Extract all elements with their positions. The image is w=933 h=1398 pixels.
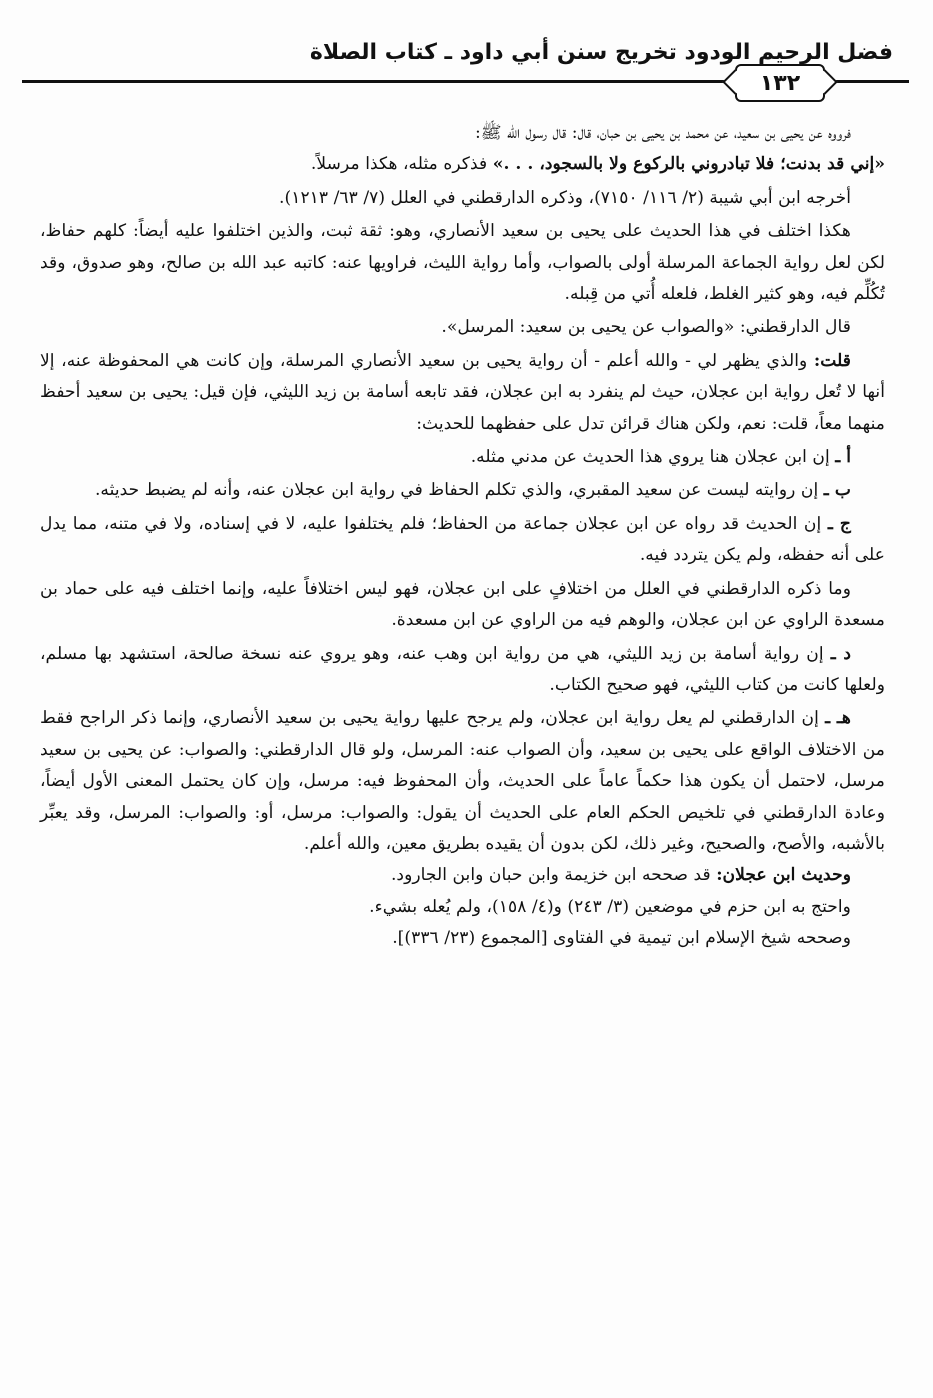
list-item (40, 509, 885, 572)
paragraph (40, 216, 885, 310)
paragraph-text: هكذا اختلف في هذا الحديث على يحيى بن سعيد الأنصاري، وهو: ثقة ثبت، والذين اختلفوا عليه أيضاً: كلهم حفاظ، لكن لعل رواية الجماعة المرسلة أولى بالصواب، وأما رواية الليث، فراويها عنه: كاتبه عبد الله بن صالح، وهو صدوق، وقد تُكُلِّم فيه، وهو كثير الغلط، فلعله أُتي من قِبله. (40, 221, 885, 305)
paragraph-text: وصححه شيخ الإسلام ابن تيمية في الفتاوى [المجموع (٢٣/ ٣٣٦)]. (392, 928, 851, 949)
paragraph-text: إن الدارقطني لم يعل رواية ابن عجلان، ولم يرجح عليها رواية يحيى بن سعيد الأنصاري، وإنما ذكر الراجح فقط من الاختلاف الواقع على يحيى بن سعيد، وأن الصواب عنه: المرسل، ولو قال الدارقطني: والصواب: عن يحيى بن سعيد مرسل، لاحتمل أن يكون هذا حكماً عاماً على الحديث، وأن المحفوظ فيه: مرسل، وإن كان يحتمل المعنى الأول أيضاً، وعادة الدارقطني في تلخيص الحكم العام على الحديث أن يقول: والصواب: مرسل، أو: والصواب: المرسل، وقد يعبِّر بالأشبه، والأصح، والصحيح، وغير ذلك، لكن بدون أن يقيده بطريق معين، والله أعلم. (40, 708, 885, 854)
list-marker: ب ـ (823, 480, 851, 501)
hadith-quote: «إني قد بدنت؛ فلا تبادروني بالركوع ولا بالسجود، . . .» (492, 154, 885, 175)
paragraph (40, 892, 885, 923)
paragraph-lead: قلت: (813, 350, 851, 371)
paragraph (40, 149, 885, 180)
list-marker: د ـ (830, 643, 851, 664)
page-number: ١٣٢ (759, 70, 801, 96)
list-marker: هـ ـ (825, 708, 851, 729)
paragraph-text: إن ابن عجلان هنا يروي هذا الحديث عن مدني مثله. (470, 447, 836, 468)
list-item (40, 639, 885, 702)
paragraph-text: قد صححه ابن خزيمة وابن حبان وابن الجارود. (390, 865, 717, 886)
paragraph-text: فذكره مثله، هكذا مرسلاً. (310, 154, 493, 175)
paragraph (40, 183, 885, 214)
list-item (40, 442, 885, 473)
paragraph-text: فرووه عن يحيى بن سعيد، عن محمد بن يحيى بن حبان، قال: قال رسول الله ﷺ: (475, 123, 851, 143)
paragraph-lead: وحديث ابن عجلان: (716, 865, 851, 886)
paragraph (40, 118, 885, 149)
paragraph-text: أخرجه ابن أبي شيبة (٢/ ١١٦/ ٧١٥٠)، وذكره الدارقطني في العلل (٧/ ٦٣/ ١٢١٣). (279, 187, 851, 208)
paragraph-text: قال الدارقطني: «والصواب عن يحيى بن سعيد: المرسل». (441, 317, 851, 338)
list-item (40, 475, 885, 506)
paragraph-text: إن روايته ليست عن سعيد المقبري، والذي تكلم الحفاظ في رواية ابن عجلان عنه، وأنه لم يضبط حديثه. (94, 480, 824, 501)
list-marker: أ ـ (835, 447, 851, 468)
header-title: فضل الرحيم الودود تخريج سنن أبي داود ـ كتاب الصلاة (309, 39, 893, 65)
paragraph-text: وما ذكره الدارقطني في العلل من اختلافٍ على ابن عجلان، فهو ليس اختلافاً عليه، وإنما اختلف فيه على حماد بن مسعدة الراوي عن ابن عجلان، والوهم فيه من الراوي عن ابن مسعدة. (40, 578, 885, 631)
main-text (40, 118, 885, 1378)
list-marker: ج ـ (827, 513, 851, 534)
paragraph (40, 312, 885, 343)
page-number-badge (735, 64, 825, 102)
list-item (40, 703, 885, 860)
paragraph-text: واحتج به ابن حزم في موضعين (٣/ ٢٤٣) و(٤/ ١٥٨)، ولم يُعله بشيء. (369, 896, 851, 917)
paragraph (40, 574, 885, 637)
paragraph (40, 860, 885, 891)
paragraph (40, 923, 885, 954)
paragraph-text: إن رواية أسامة بن زيد الليثي، هي من رواية ابن وهب عنه، وهو يروي عنه نسخة صالحة، استشهد بها مسلم، ولعلها كانت من كتاب الليثي، فهو صحيح الكتاب. (40, 643, 885, 695)
paragraph (40, 346, 885, 440)
paragraph-text: والذي يظهر لي - والله أعلم - أن رواية يحيى بن سعيد الأنصاري المرسلة، وإن كانت هي المحفوظة عنه، إلا أنها لا تُعل رواية ابن عجلان، حيث لم ينفرد به ابن عجلان، فقد تابعه أسامة بن زيد الليثي، فإن قيل: يحيى بن سعيد أحفظ منهما معاً، قلت: نعم، ولكن هناك قرائن تدل على حفظهما للحديث: (40, 350, 885, 434)
paragraph-text: إن الحديث قد رواه عن ابن عجلان جماعة من الحفاظ؛ فلم يختلفوا عليه، لا في إسناده، ولا في متنه، مما يدل على أنه حفظه، ولم يكن يتردد فيه. (40, 513, 885, 566)
